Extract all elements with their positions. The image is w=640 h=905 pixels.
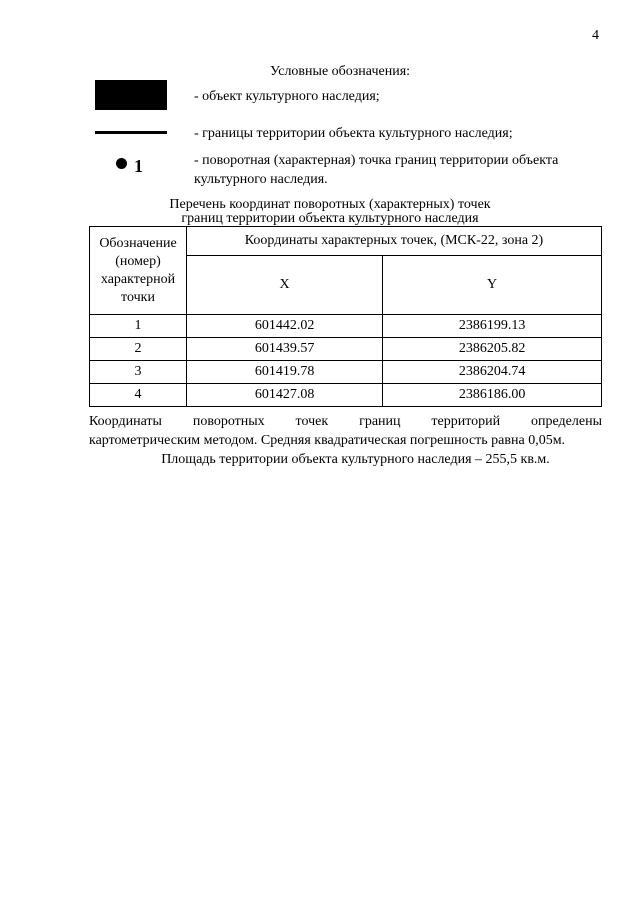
footer-notes <box>89 412 602 469</box>
cell-point-number: 4 <box>90 384 187 407</box>
header-x: X <box>187 256 383 315</box>
turning-point-dot-icon <box>116 158 127 169</box>
table-row <box>90 384 602 407</box>
cell-y: 2386186.00 <box>383 384 602 407</box>
header-y: Y <box>383 256 602 315</box>
cell-y: 2386205.82 <box>383 338 602 361</box>
turning-point-label: 1 <box>134 156 143 176</box>
footer-line-1: Координаты поворотных точек границ территорий определены <box>89 414 602 429</box>
table-row <box>90 361 602 384</box>
legend-item-boundary: - границы территории объекта культурного наследия; <box>194 126 513 141</box>
heritage-object-swatch <box>95 80 167 110</box>
legend-item-heritage-object: - объект культурного наследия; <box>194 89 380 104</box>
table-title <box>130 198 530 226</box>
table-title-line2: границ территории объекта культурного наследия <box>181 211 479 226</box>
legend-title: Условные обозначения: <box>270 64 411 79</box>
cell-x: 601419.78 <box>187 361 383 384</box>
cell-x: 601442.02 <box>187 315 383 338</box>
boundary-line-swatch <box>95 131 167 134</box>
cell-x: 601427.08 <box>187 384 383 407</box>
coordinates-table <box>89 226 602 407</box>
cell-point-number: 1 <box>90 315 187 338</box>
cell-y: 2386204.74 <box>383 361 602 384</box>
table-row <box>90 338 602 361</box>
header-point-designation: Обозначение (номер) характерной точки <box>90 227 187 315</box>
footer-line-2: картометрическим методом. Средняя квадратическая погрешность равна 0,05м. <box>89 433 566 448</box>
footer-area: Площадь территории объекта культурного наследия – 255,5 кв.м. <box>161 452 550 467</box>
table-title-line1: Перечень координат поворотных (характерных) точек <box>169 197 491 212</box>
cell-y: 2386199.13 <box>383 315 602 338</box>
header-coordinates: Координаты характерных точек, (МСК-22, зона 2) <box>187 227 602 256</box>
table-row <box>90 315 602 338</box>
legend-item-turning-point: - поворотная (характерная) точка границ территории объекта культурного наследия. <box>194 153 559 187</box>
cell-x: 601439.57 <box>187 338 383 361</box>
cell-point-number: 2 <box>90 338 187 361</box>
page-number: 4 <box>592 28 599 43</box>
cell-point-number: 3 <box>90 361 187 384</box>
